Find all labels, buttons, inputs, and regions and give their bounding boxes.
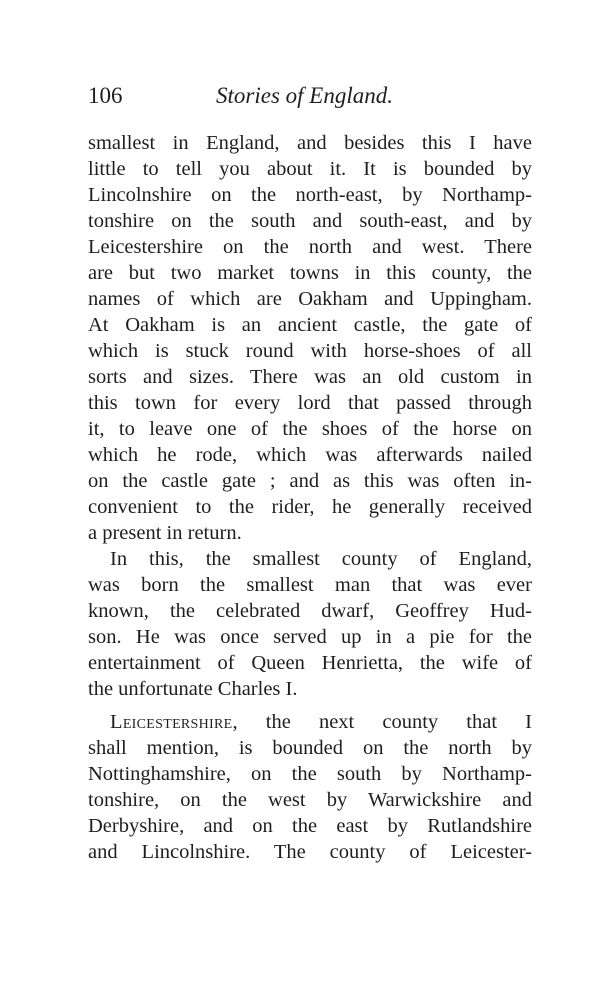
text-line: sorts and sizes. There was an old custom in [88, 366, 532, 388]
body-text [88, 130, 532, 865]
text-line: tonshire on the south and south-east, and by [88, 210, 532, 232]
running-header [88, 80, 528, 112]
paragraph-1 [88, 130, 532, 546]
paragraph-gap [88, 702, 532, 709]
text-line: a present in return. [88, 522, 242, 544]
page-number: 106 [88, 83, 123, 108]
text-line: which is stuck round with horse-shoes of all [88, 340, 532, 362]
text-line: on the castle gate ; and as this was often in- [88, 470, 532, 492]
running-title: Stories of England. [216, 83, 393, 108]
text-line: this town for every lord that passed through [88, 392, 532, 414]
text-line: and Lincolnshire. The county of Leicester- [88, 841, 532, 863]
text-line: Derbyshire, and on the east by Rutlandshire [88, 815, 532, 837]
text-line: shall mention, is bounded on the north by [88, 737, 532, 759]
text-line: Leicestershire on the north and west. There [88, 236, 532, 258]
text-line: At Oakham is an ancient castle, the gate of [88, 314, 532, 336]
paragraph-3 [88, 709, 532, 865]
text-run: , the next county that I [232, 711, 532, 733]
text-line: Lincolnshire on the north-east, by Northamp- [88, 184, 532, 206]
text-line: smallest in England, and besides this I have [88, 132, 532, 154]
text-line: tonshire, on the west by Warwickshire and [88, 789, 532, 811]
text-line: which he rode, which was afterwards nailed [88, 444, 532, 466]
text-line [88, 709, 532, 735]
text-line: it, to leave one of the shoes of the horse on [88, 418, 532, 440]
text-line: son. He was once served up in a pie for the [88, 626, 532, 648]
text-line: known, the celebrated dwarf, Geoffrey Hud- [88, 600, 532, 622]
paragraph-2 [88, 546, 532, 702]
text-line: little to tell you about it. It is bounded by [88, 158, 532, 180]
text-line: names of which are Oakham and Uppingham. [88, 288, 532, 310]
text-line: entertainment of Queen Henrietta, the wife of [88, 652, 532, 674]
text-line: are but two market towns in this county, the [88, 262, 532, 284]
text-line: convenient to the rider, he generally received [88, 496, 532, 518]
lead-word: Leicestershire [110, 711, 233, 733]
text-line: In this, the smallest county of England, [110, 548, 532, 570]
text-line: was born the smallest man that was ever [88, 574, 532, 596]
text-line: the unfortunate Charles I. [88, 678, 298, 700]
text-line: Nottinghamshire, on the south by Northamp- [88, 763, 532, 785]
